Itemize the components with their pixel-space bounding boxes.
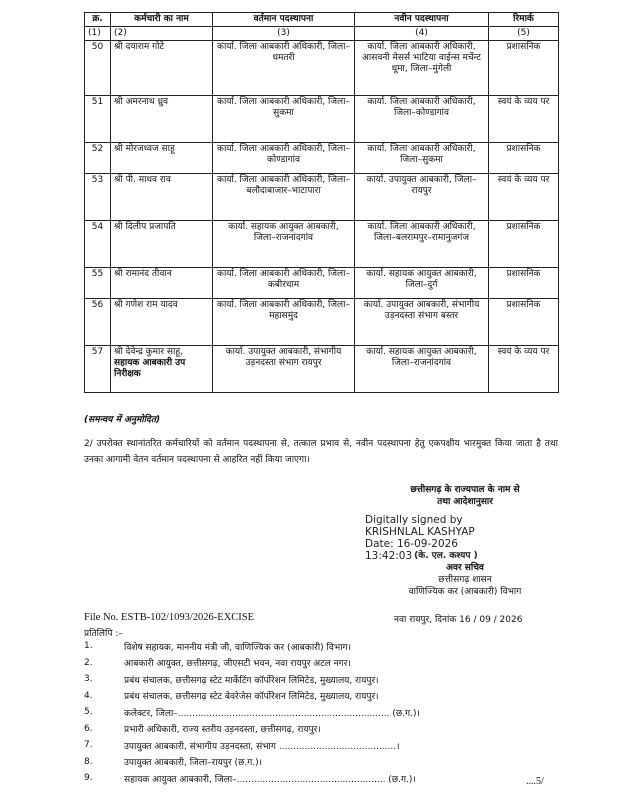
- digital-line-3: Date: 16-09-2026: [365, 538, 458, 550]
- list-item-number: 7.: [84, 740, 93, 751]
- digital-signature: [365, 514, 565, 562]
- cell-sno: [85, 268, 111, 299]
- cell-new-text: कार्या. सहायक आयुक्त आबकारी, जिला–राजनांदगांव: [366, 347, 477, 368]
- cell-current: [213, 143, 355, 174]
- cell-name-text: श्री पी. माधव राव: [114, 175, 171, 185]
- cell-remark-text: प्रशासनिक: [506, 144, 541, 154]
- instruction-paragraph: 2/ उपरोक्त स्थानांतरित कर्मचारियों को वर्तमान पदस्थापना से, तत्काल प्रभाव से, नवीन पदस्थापना हेतु एकपक्षीय भारमुक्त किया जाता है तथा उनका आगामी वेतन वर्तमान पदस्थापना से आहरित नहीं किया जाएगा।: [84, 439, 558, 465]
- header-remark: रिमार्क: [489, 13, 559, 27]
- column-number: (1): [85, 27, 111, 41]
- cell-sno: [85, 41, 111, 96]
- cell-current-text: कार्या. जिला आबकारी अधिकारी, जिला–धमतरी: [217, 42, 350, 63]
- cell-new: [355, 96, 489, 143]
- table-row: [85, 143, 559, 174]
- cell-current: [213, 268, 355, 299]
- cell-name-text: श्री दिलीप प्रजापति: [114, 222, 176, 232]
- cc-title: प्रतिलिपि :–: [84, 629, 123, 639]
- transfer-table: [84, 12, 559, 393]
- digital-line-2: KRISHNLAL KASHYAP: [365, 526, 475, 538]
- cell-name: [111, 174, 213, 221]
- column-number: (3): [213, 27, 355, 41]
- cell-current-text: कार्या. उपायुक्त आबकारी, संभागीय उड़नदस्ता संभाग रायपुर: [225, 347, 342, 368]
- cell-sno-text: 50: [91, 42, 104, 52]
- column-number-row: [85, 27, 559, 41]
- list-item-text: विशेष सहायक, माननीय मंत्री जी, वाणिज्यिक कर (आबकारी) विभाग।: [124, 642, 351, 653]
- cell-remark: [489, 96, 559, 143]
- cell-new: [355, 41, 489, 96]
- cell-sno: [85, 299, 111, 346]
- list-item: [84, 671, 558, 688]
- cell-remark-text: प्रशासनिक: [506, 269, 541, 279]
- digital-line-4: 13:42:03: [365, 550, 413, 562]
- cell-remark: [489, 221, 559, 268]
- cell-sno-text: 53: [91, 175, 104, 185]
- cell-new-text: कार्या. सहायक आयुक्त आबकारी, जिला–दुर्ग: [366, 269, 477, 290]
- table-row: [85, 299, 559, 346]
- cell-current-text: कार्या. जिला आबकारी अधिकारी, जिला–कोण्डागांव: [217, 144, 350, 165]
- cell-name: [111, 221, 213, 268]
- designation-2: छत्तीसगढ़ शासन: [438, 575, 492, 585]
- cell-sno-text: 55: [91, 269, 104, 279]
- cc-list: [84, 638, 558, 787]
- cell-remark: [489, 346, 559, 393]
- cell-remark-text: स्वयं के व्यय पर: [497, 97, 550, 107]
- cell-remark: [489, 299, 559, 346]
- cell-new-text: कार्या. जिला आबकारी अधिकारी, जिला–कोण्डागांव: [367, 97, 476, 118]
- cell-current: [213, 41, 355, 96]
- list-item-number: 8.: [84, 756, 93, 767]
- cell-new-text: कार्या. जिला आबकारी अधिकारी, जिला–सुकमा: [367, 144, 476, 165]
- cell-name: [111, 346, 213, 393]
- list-item: [84, 721, 558, 738]
- cell-name: [111, 41, 213, 96]
- table-row: [85, 174, 559, 221]
- file-number: File No. ESTB-102/1093/2026-EXCISE: [84, 612, 255, 623]
- column-number: (4): [355, 27, 489, 41]
- list-item-number: 3.: [84, 674, 93, 685]
- cell-sno: [85, 221, 111, 268]
- cell-remark-text: स्वयं के व्यय पर: [497, 175, 550, 185]
- list-item: [84, 737, 558, 754]
- cell-current: [213, 221, 355, 268]
- cell-name-text: श्री अमरनाथ ध्रुव: [114, 97, 168, 107]
- list-item: [84, 688, 558, 705]
- cell-name-text: श्री दयाराम गोटे: [114, 42, 165, 52]
- cell-current-text: कार्या. जिला आबकारी अधिकारी, जिला–बलौदाबाजार–भाटापारा: [217, 175, 350, 196]
- cell-new: [355, 268, 489, 299]
- cell-sno-text: 52: [91, 144, 104, 154]
- cell-remark: [489, 174, 559, 221]
- signature-block: [365, 484, 565, 598]
- list-item-number: 1.: [84, 641, 93, 652]
- cell-new: [355, 299, 489, 346]
- table-header-row: [85, 13, 559, 27]
- list-item-text: प्रभारी अधिकारी, राज्य स्तरीय उड़नदस्ता, छत्तीसगढ़, रायपुर।: [124, 725, 321, 736]
- cell-name-text: श्री देवेन्द्र कुमार साहू,: [114, 347, 183, 357]
- cell-new: [355, 143, 489, 174]
- column-number: (5): [489, 27, 559, 41]
- header-sno: क्र.: [85, 13, 111, 27]
- cell-sno: [85, 96, 111, 143]
- list-item-text: आबकारी आयुक्त, छत्तीसगढ़, जीएसटी भवन, नवा रायपुर अटल नगर।: [124, 659, 351, 670]
- cell-sno: [85, 346, 111, 393]
- header-new: नवीन पदस्थापना: [355, 13, 489, 27]
- cell-new: [355, 174, 489, 221]
- list-item: [84, 655, 558, 672]
- digital-line-1: Digitally signed by: [365, 514, 463, 526]
- list-item: [84, 704, 558, 721]
- cell-name: [111, 268, 213, 299]
- list-item-text: सहायक आयुक्त आबकारी, जिला–.................................................... (छ.ग.)।: [124, 774, 416, 785]
- cell-remark-text: प्रशासनिक: [506, 300, 541, 310]
- list-item-number: 4.: [84, 690, 93, 701]
- cell-remark: [489, 268, 559, 299]
- list-item-number: 9.: [84, 773, 93, 784]
- order-line-2: तथा आदेशानुसार: [437, 497, 493, 507]
- list-item-text: प्रबंध संचालक, छत्तीसगढ़ स्टेट बेवरेजेस कॉर्पोरेशन लिमिटेड, मुख्यालय, रायपुर।: [124, 692, 379, 703]
- cell-current: [213, 174, 355, 221]
- cell-remark: [489, 143, 559, 174]
- cell-remark: [489, 41, 559, 96]
- cell-remark-text: प्रशासनिक: [506, 222, 541, 232]
- list-item-text: उपायुक्त आबकारी, जिला–रायपुर (छ.ग.)।: [124, 758, 263, 769]
- cell-current: [213, 96, 355, 143]
- table-row: [85, 96, 559, 143]
- cell-new: [355, 346, 489, 393]
- table-row: [85, 221, 559, 268]
- page-number: ....5/: [526, 776, 544, 787]
- cell-sno-text: 57: [91, 347, 104, 357]
- header-current: वर्तमान पदस्थापना: [213, 13, 355, 27]
- cell-sno: [85, 174, 111, 221]
- table-row: [85, 41, 559, 96]
- cell-sno-text: 51: [91, 97, 104, 107]
- list-item-text: प्रबंध संचालक, छत्तीसगढ़ स्टेट मार्केटिंग कॉर्पोरेशन लिमिटेड, मुख्यालय, रायपुर।: [124, 675, 379, 686]
- approval-note: (समन्वय में अनुमोदित): [84, 415, 161, 425]
- cell-new: [355, 221, 489, 268]
- designation-3: वाणिज्यिक कर (आबकारी) विभाग: [408, 587, 522, 597]
- list-item: [84, 638, 558, 655]
- list-item: [84, 754, 558, 771]
- cell-remark-text: प्रशासनिक: [506, 42, 541, 52]
- cell-name-text: श्री मोरजध्वज साहू: [114, 144, 175, 154]
- cell-name: [111, 299, 213, 346]
- cell-remark-text: स्वयं के व्यय पर: [497, 347, 550, 357]
- cell-new-text: कार्या. जिला आबकारी अधिकारी, आसवनी मेसर्स भाटिया वाईन्स मर्चेन्ट धूमा, जिला–मुंगेली: [362, 42, 481, 74]
- list-item-text: कलेक्टर, जिला–.......................................................................... (छ.ग.)।: [124, 708, 420, 719]
- header-name: कर्मचारी का नाम: [111, 13, 213, 27]
- cell-new-text: कार्या. उपायुक्त आबकारी, संभागीय उड़नदस्ता संभाग बस्तर: [363, 300, 480, 321]
- list-item-text: उपायुक्त आबकारी, संभागीय उड़नदस्ता, संभाग .........................................।: [124, 741, 400, 752]
- cell-name: [111, 143, 213, 174]
- cell-current: [213, 346, 355, 393]
- table-row: [85, 268, 559, 299]
- cell-current: [213, 299, 355, 346]
- cell-current-text: कार्या. जिला आबकारी अधिकारी, जिला–कबीरधाम: [217, 269, 350, 290]
- cell-sno-text: 56: [91, 300, 104, 310]
- cell-current-text: कार्या. जिला आबकारी अधिकारी, जिला–सुकमा: [217, 97, 350, 118]
- cell-sno: [85, 143, 111, 174]
- column-number: (2): [111, 27, 213, 41]
- list-item-number: 6.: [84, 723, 93, 734]
- order-line-1: छत्तीसगढ़ के राज्यपाल के नाम से: [410, 485, 520, 495]
- table-row: [85, 346, 559, 393]
- cell-current-text: कार्या. जिला आबकारी अधिकारी, जिला–महासमुंद: [217, 300, 350, 321]
- designation-1: अवर सचिव: [446, 563, 484, 573]
- cell-new-text: कार्या. जिला आबकारी अधिकारी, जिला–बलरामपुर–रामानुजगंज: [367, 222, 476, 243]
- cell-sno-text: 54: [91, 222, 104, 232]
- cell-current-text: कार्या. सहायक आयुक्त आबकारी, जिला–राजनांदगांव: [228, 222, 339, 243]
- list-item: [84, 770, 558, 787]
- cell-name-text: श्री गणेश राम यादव: [114, 300, 178, 310]
- cell-new-text: कार्या. उपायुक्त आबकारी, जिला–रायपुर: [366, 175, 477, 196]
- date-line: नवा रायपुर, दिनांक 16 / 09 / 2026: [394, 615, 523, 625]
- list-item-number: 2.: [84, 657, 93, 668]
- cell-name-designation: सहायक आबकारी उप निरीक्षक: [114, 358, 186, 379]
- list-item-number: 5.: [84, 707, 93, 718]
- signatory-name: (के. एल. कश्यप ): [414, 551, 478, 561]
- cell-name-text: श्री रामानंद तीवान: [114, 269, 172, 279]
- cell-name: [111, 96, 213, 143]
